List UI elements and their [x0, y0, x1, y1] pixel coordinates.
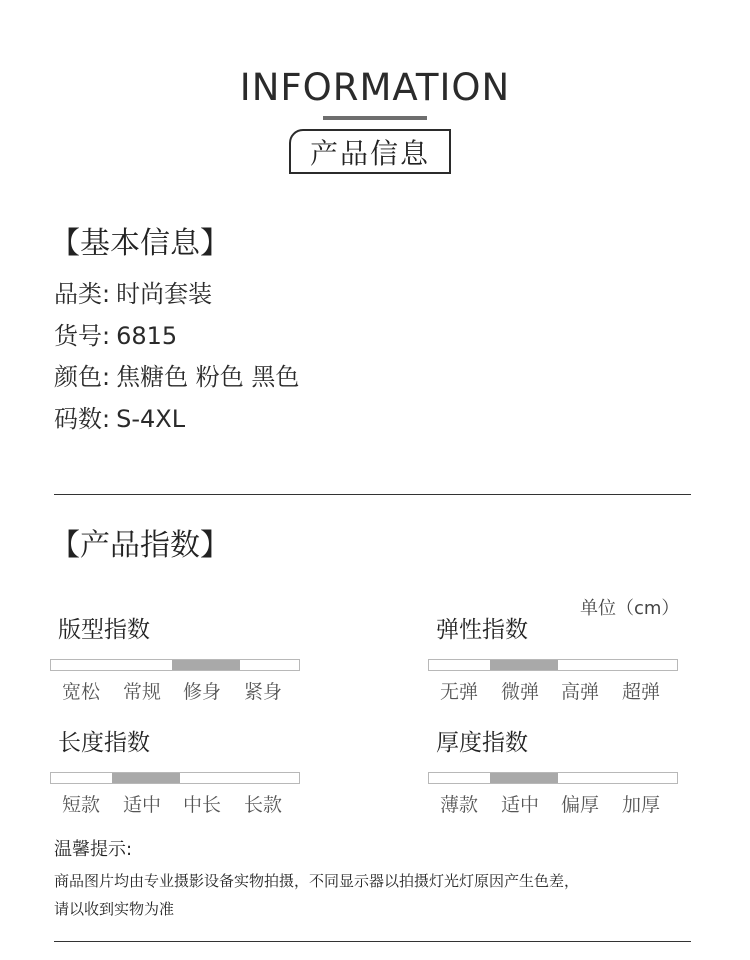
index-option: 适中 [122, 794, 161, 816]
bottom-divider [54, 941, 691, 942]
info-row-colors [54, 361, 299, 393]
section-divider [54, 494, 691, 495]
index-title: 厚度指数 [436, 730, 528, 756]
index-option: 微弹 [500, 681, 539, 703]
index-options [428, 679, 678, 707]
index-option: 短款 [61, 794, 100, 816]
page-title-cn: 产品信息 [309, 136, 430, 170]
index-bar [428, 659, 678, 671]
info-row-sizes [54, 403, 185, 435]
info-label: 货号: [54, 322, 111, 350]
info-row-category [54, 278, 212, 310]
info-row-item-number [54, 320, 177, 352]
info-label: 品类: [54, 280, 111, 308]
title-cn-box [289, 129, 451, 174]
index-bar-fill [172, 660, 240, 670]
info-label: 码数: [54, 405, 111, 433]
index-option: 紧身 [243, 681, 282, 703]
index-title: 长度指数 [58, 730, 150, 756]
unit-note: 单位（cm） [580, 598, 680, 619]
index-option: 常规 [122, 681, 161, 703]
index-option: 长款 [243, 794, 282, 816]
info-label: 颜色: [54, 363, 111, 391]
info-value: 6815 [116, 322, 178, 350]
index-bar-fill [490, 773, 558, 783]
index-option: 无弹 [439, 681, 478, 703]
index-option: 薄款 [439, 794, 478, 816]
index-option: 中长 [182, 794, 221, 816]
index-title: 弹性指数 [436, 617, 528, 643]
index-options [50, 679, 300, 707]
index-options [50, 792, 300, 820]
index-option: 宽松 [61, 681, 100, 703]
notice-title: 温馨提示: [54, 839, 133, 860]
title-underline [323, 116, 427, 120]
index-option: 高弹 [560, 681, 599, 703]
product-index-heading: 【产品指数】 [50, 528, 230, 563]
index-bar-fill [490, 660, 558, 670]
info-value: 时尚套装 [116, 280, 213, 308]
index-options [428, 792, 678, 820]
basic-info-heading: 【基本信息】 [50, 226, 230, 261]
index-option: 超弹 [621, 681, 660, 703]
info-value: 焦糖色 粉色 黑色 [116, 363, 300, 391]
index-option: 偏厚 [560, 794, 599, 816]
notice-line: 请以收到实物为准 [54, 900, 175, 918]
index-option: 适中 [500, 794, 539, 816]
index-bar-fill [112, 773, 180, 783]
info-value: S-4XL [116, 405, 186, 433]
index-bar [428, 772, 678, 784]
index-bar [50, 659, 300, 671]
index-bar [50, 772, 300, 784]
page-title-en: INFORMATION [239, 66, 511, 109]
notice-line: 商品图片均由专业摄影设备实物拍摄，不同显示器以拍摄灯光灯原因产生色差， [54, 872, 580, 890]
index-option: 加厚 [621, 794, 660, 816]
index-title: 版型指数 [58, 617, 150, 643]
index-option: 修身 [182, 681, 221, 703]
